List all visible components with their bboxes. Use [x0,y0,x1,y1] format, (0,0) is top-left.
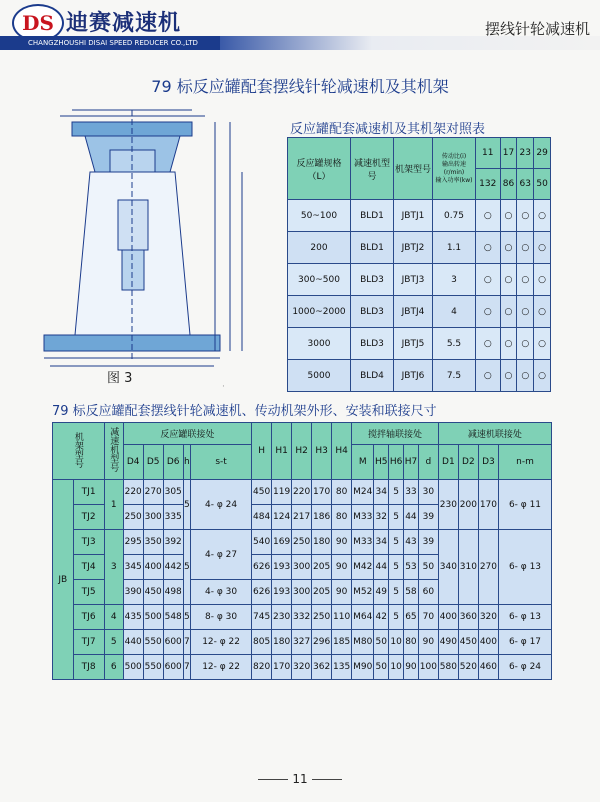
cell-frame: JBTJ6 [394,360,433,392]
cell-spec: 300~500 [288,264,351,296]
col-H6: H6 [389,445,404,480]
col-diagonal: 传动比(i) 输出转速(r/min) 输入功率(kw) [433,138,476,200]
cell: 820 [252,655,272,680]
cell: 5 [389,555,404,580]
col-M: M [352,445,374,480]
cell: 100 [418,655,438,680]
table-row [53,605,552,630]
cell: 220 [292,480,312,505]
cell: 170 [312,480,332,505]
cell: 450 [458,630,478,655]
cell: M33 [352,530,374,555]
brand-name: 迪赛减速机 [66,11,182,36]
cell: 44 [404,505,419,530]
cell: 320 [478,605,498,630]
mark-cell: ○ [500,232,517,264]
speed-cell: 50 [534,169,551,200]
table-row [53,630,552,655]
cell: 180 [272,630,292,655]
cell: 50 [418,555,438,580]
cell: 42 [374,605,389,630]
cell: 43 [404,530,419,555]
cell: 110 [332,605,352,630]
cell: 44 [374,555,389,580]
page-number: 11 [292,772,308,786]
table-row [288,328,551,360]
cell-tj: TJ2 [73,505,104,530]
cell: 332 [292,605,312,630]
table-header-row [53,423,552,445]
mark-cell: ○ [517,360,534,392]
cell-frame: JBTJ5 [394,328,433,360]
cell: 170 [478,480,498,530]
cell: 600 [163,655,183,680]
cell-tj: TJ1 [73,480,104,505]
cell-tj: TJ3 [73,530,104,555]
cell: 124 [272,505,292,530]
cell-power: 3 [433,264,476,296]
cell: 320 [292,655,312,680]
cell: M52 [352,580,374,605]
cell-reducer: BLD3 [351,296,394,328]
cell: 6- φ 17 [499,630,552,655]
mark-cell: ○ [534,296,551,328]
cell: 65 [404,605,419,630]
col-frame: 机架型号 [394,138,433,200]
mark-cell: ○ [476,232,501,264]
cell: 250 [292,530,312,555]
cell: 580 [438,655,458,680]
col-D5: D5 [143,445,163,480]
cell: M42 [352,555,374,580]
cell: 230 [272,605,292,630]
col-H7: H7 [404,445,419,480]
dimension-table [52,422,552,680]
table-row [53,655,552,680]
mark-cell: ○ [517,296,534,328]
cell: 400 [438,605,458,630]
cell: 12- φ 22 [191,655,252,680]
mark-cell: ○ [517,264,534,296]
cell: 805 [252,630,272,655]
col-h: h [183,445,190,480]
cell: 498 [163,580,183,605]
cell: 295 [123,530,143,555]
mark-cell: ○ [476,200,501,232]
cell-tj: TJ5 [73,580,104,605]
cell: 626 [252,580,272,605]
cell: 230 [438,480,458,530]
cell: 7 [183,630,190,655]
cell: 500 [123,655,143,680]
cell-power: 7.5 [433,360,476,392]
col-D4: D4 [123,445,143,480]
cell-jb: JB [53,480,74,680]
cell: 119 [272,480,292,505]
cell-tj: TJ6 [73,605,104,630]
cell: 626 [252,555,272,580]
cell: 5 [183,605,190,630]
cell: 70 [418,605,438,630]
cell: 4- φ 27 [191,530,252,580]
cell: 50 [374,630,389,655]
cell: 30 [418,480,438,505]
mark-cell: ○ [476,296,501,328]
cell: 80 [404,630,419,655]
cell: 600 [163,630,183,655]
cell-reducer: BLD4 [351,360,394,392]
mark-cell: ○ [517,200,534,232]
cell-spec: 3000 [288,328,351,360]
cell: 300 [292,580,312,605]
table-row [288,264,551,296]
col-frame-model: 机架型号 [53,423,105,480]
cell: 400 [143,555,163,580]
cell: 270 [478,530,498,605]
table-row [288,360,551,392]
cell: 484 [252,505,272,530]
cell: 460 [478,655,498,680]
cell: 340 [438,530,458,605]
cell: 4 [104,605,123,630]
col-H3: H3 [312,423,332,480]
cell-power: 0.75 [433,200,476,232]
cell: 90 [332,530,352,555]
cell: 5 [389,480,404,505]
mark-cell: ○ [500,296,517,328]
cell: 450 [252,480,272,505]
mark-cell: ○ [476,328,501,360]
cell: 305 [163,480,183,505]
page-header [0,0,600,54]
col-H1: H1 [272,423,292,480]
cell: 5 [389,605,404,630]
mark-cell: ○ [476,264,501,296]
cell: 33 [404,480,419,505]
cell: 49 [374,580,389,605]
cell: 548 [163,605,183,630]
cell: 550 [143,630,163,655]
col-H5: H5 [374,445,389,480]
table-row [288,296,551,328]
col-D6: D6 [163,445,183,480]
figure-caption: 图 3 [107,371,133,386]
cell: 10 [389,630,404,655]
cell: 34 [374,530,389,555]
cell: 435 [123,605,143,630]
cell: 440 [123,630,143,655]
table-row [288,200,551,232]
cell: M90 [352,655,374,680]
cell: 193 [272,555,292,580]
cell: 135 [332,655,352,680]
reactor-reducer-table [287,137,551,392]
company-logo: DS [12,4,64,42]
mark-cell: ○ [500,200,517,232]
mark-cell: ○ [534,264,551,296]
mark-cell: ○ [517,232,534,264]
cell: 6 [104,655,123,680]
section-tag: 摆线针轮减速机 [484,20,590,38]
cell-frame: JBTJ1 [394,200,433,232]
cell-spec: 5000 [288,360,351,392]
cell: 90 [332,555,352,580]
cell: 60 [418,580,438,605]
cell: 5 [389,530,404,555]
cell: 39 [418,505,438,530]
mark-cell: ○ [500,360,517,392]
cell: 345 [123,555,143,580]
cell-frame: JBTJ3 [394,264,433,296]
cell: 32 [374,505,389,530]
cell-frame: JBTJ2 [394,232,433,264]
cell: 5 [389,505,404,530]
col-H4: H4 [332,423,352,480]
col-spec: 反应罐规格（L） [288,138,351,200]
cell: 1 [104,480,123,530]
table-header-row [288,138,551,169]
frame-technical-drawing [30,100,275,375]
cell: 58 [404,580,419,605]
table-row [53,530,552,555]
cell-tj: TJ4 [73,555,104,580]
cell: 170 [272,655,292,680]
cell: M64 [352,605,374,630]
cell: 520 [458,655,478,680]
cell: 500 [143,605,163,630]
cell: 270 [143,480,163,505]
cell: 450 [143,580,163,605]
cell-reducer: BLD1 [351,200,394,232]
mark-cell: ○ [534,232,551,264]
col-reducer: 减速机型号 [351,138,394,200]
cell: 6- φ 13 [499,530,552,605]
cell: 350 [143,530,163,555]
cell: 5 [104,630,123,655]
cell: 550 [143,655,163,680]
col-H: H [252,423,272,480]
group-tank: 反应罐联接处 [123,423,251,445]
cell: M80 [352,630,374,655]
cell-frame: JBTJ4 [394,296,433,328]
cell-spec: 50~100 [288,200,351,232]
cell: 8- φ 30 [191,605,252,630]
cell: 300 [143,505,163,530]
cell: 296 [312,630,332,655]
cell-reducer: BLD3 [351,264,394,296]
cell-reducer: BLD3 [351,328,394,360]
cell: 442 [163,555,183,580]
cell: 6- φ 13 [499,605,552,630]
cell: 310 [458,530,478,605]
mark-cell: ○ [500,328,517,360]
speed-cell: 132 [476,169,501,200]
cell: 34 [374,480,389,505]
cell: 360 [458,605,478,630]
cell: 392 [163,530,183,555]
group-stir: 搅拌轴联接处 [352,423,439,445]
cell-tj: TJ7 [73,630,104,655]
cell: M33 [352,505,374,530]
cell: 205 [312,555,332,580]
cell: 186 [312,505,332,530]
mark-cell: ○ [500,264,517,296]
page-footer [0,772,600,786]
cell: 6- φ 24 [499,655,552,680]
cell: 7 [183,655,190,680]
cell: 50 [374,655,389,680]
cell: 540 [252,530,272,555]
table1-title: 反应罐配套减速机及其机架对照表 [290,122,486,137]
col-H2: H2 [292,423,312,480]
col-D2: D2 [458,445,478,480]
cell: 220 [123,480,143,505]
cell: 250 [123,505,143,530]
cell: 327 [292,630,312,655]
cell: 90 [418,630,438,655]
mark-cell: ○ [534,200,551,232]
col-s-t: s-t [191,445,252,480]
table2-title: 79 标反应罐配套摆线针轮减速机、传动机架外形、安装和联接尺寸 [52,404,437,419]
col-D1: D1 [438,445,458,480]
cell: 5 [183,480,190,530]
cell-spec: 1000~2000 [288,296,351,328]
ratio-23: 23 [517,138,534,169]
cell: 6- φ 11 [499,480,552,530]
mark-cell: ○ [517,328,534,360]
cell: 169 [272,530,292,555]
cell: 80 [332,505,352,530]
cell: 490 [438,630,458,655]
col-n-m: n-m [499,445,552,480]
col-D3: D3 [478,445,498,480]
ratio-29: 29 [534,138,551,169]
cell: 180 [312,530,332,555]
cell: 390 [123,580,143,605]
speed-cell: 63 [517,169,534,200]
cell: 80 [332,480,352,505]
mark-cell: ○ [534,360,551,392]
page-title: 79 标反应罐配套摆线针轮减速机及其机架 [151,77,449,96]
table-row [288,232,551,264]
cell: 185 [332,630,352,655]
mark-cell: ○ [476,360,501,392]
cell: 745 [252,605,272,630]
cell-spec: 200 [288,232,351,264]
speed-cell: 86 [500,169,517,200]
cell: 335 [163,505,183,530]
cell: 53 [404,555,419,580]
cell: 5 [183,530,190,605]
cell-reducer: BLD1 [351,232,394,264]
cell: 4- φ 30 [191,580,252,605]
cell: M24 [352,480,374,505]
cell: 3 [104,530,123,605]
ratio-17: 17 [500,138,517,169]
cell: 12- φ 22 [191,630,252,655]
cell-power: 1.1 [433,232,476,264]
cell: 39 [418,530,438,555]
cell: 4- φ 24 [191,480,252,530]
cell-tj: TJ8 [73,655,104,680]
company-english-name: CHANGZHOUSHI DISAI SPEED REDUCER CO.,LTD [0,36,220,50]
cell: 205 [312,580,332,605]
cell: 362 [312,655,332,680]
table-row [53,480,552,505]
print-mark: · [222,382,225,392]
col-reducer-model: 减速机型号 [104,423,123,480]
cell-power: 5.5 [433,328,476,360]
cell: 90 [332,580,352,605]
mark-cell: ○ [534,328,551,360]
cell: 250 [312,605,332,630]
cell: 217 [292,505,312,530]
group-reducer: 减速机联接处 [438,423,551,445]
col-d: d [418,445,438,480]
cell: 5 [389,580,404,605]
cell: 400 [478,630,498,655]
cell: 300 [292,555,312,580]
cell: 193 [272,580,292,605]
cell: 10 [389,655,404,680]
cell: 200 [458,480,478,530]
cell: 90 [404,655,419,680]
ratio-11: 11 [476,138,501,169]
cell-power: 4 [433,296,476,328]
